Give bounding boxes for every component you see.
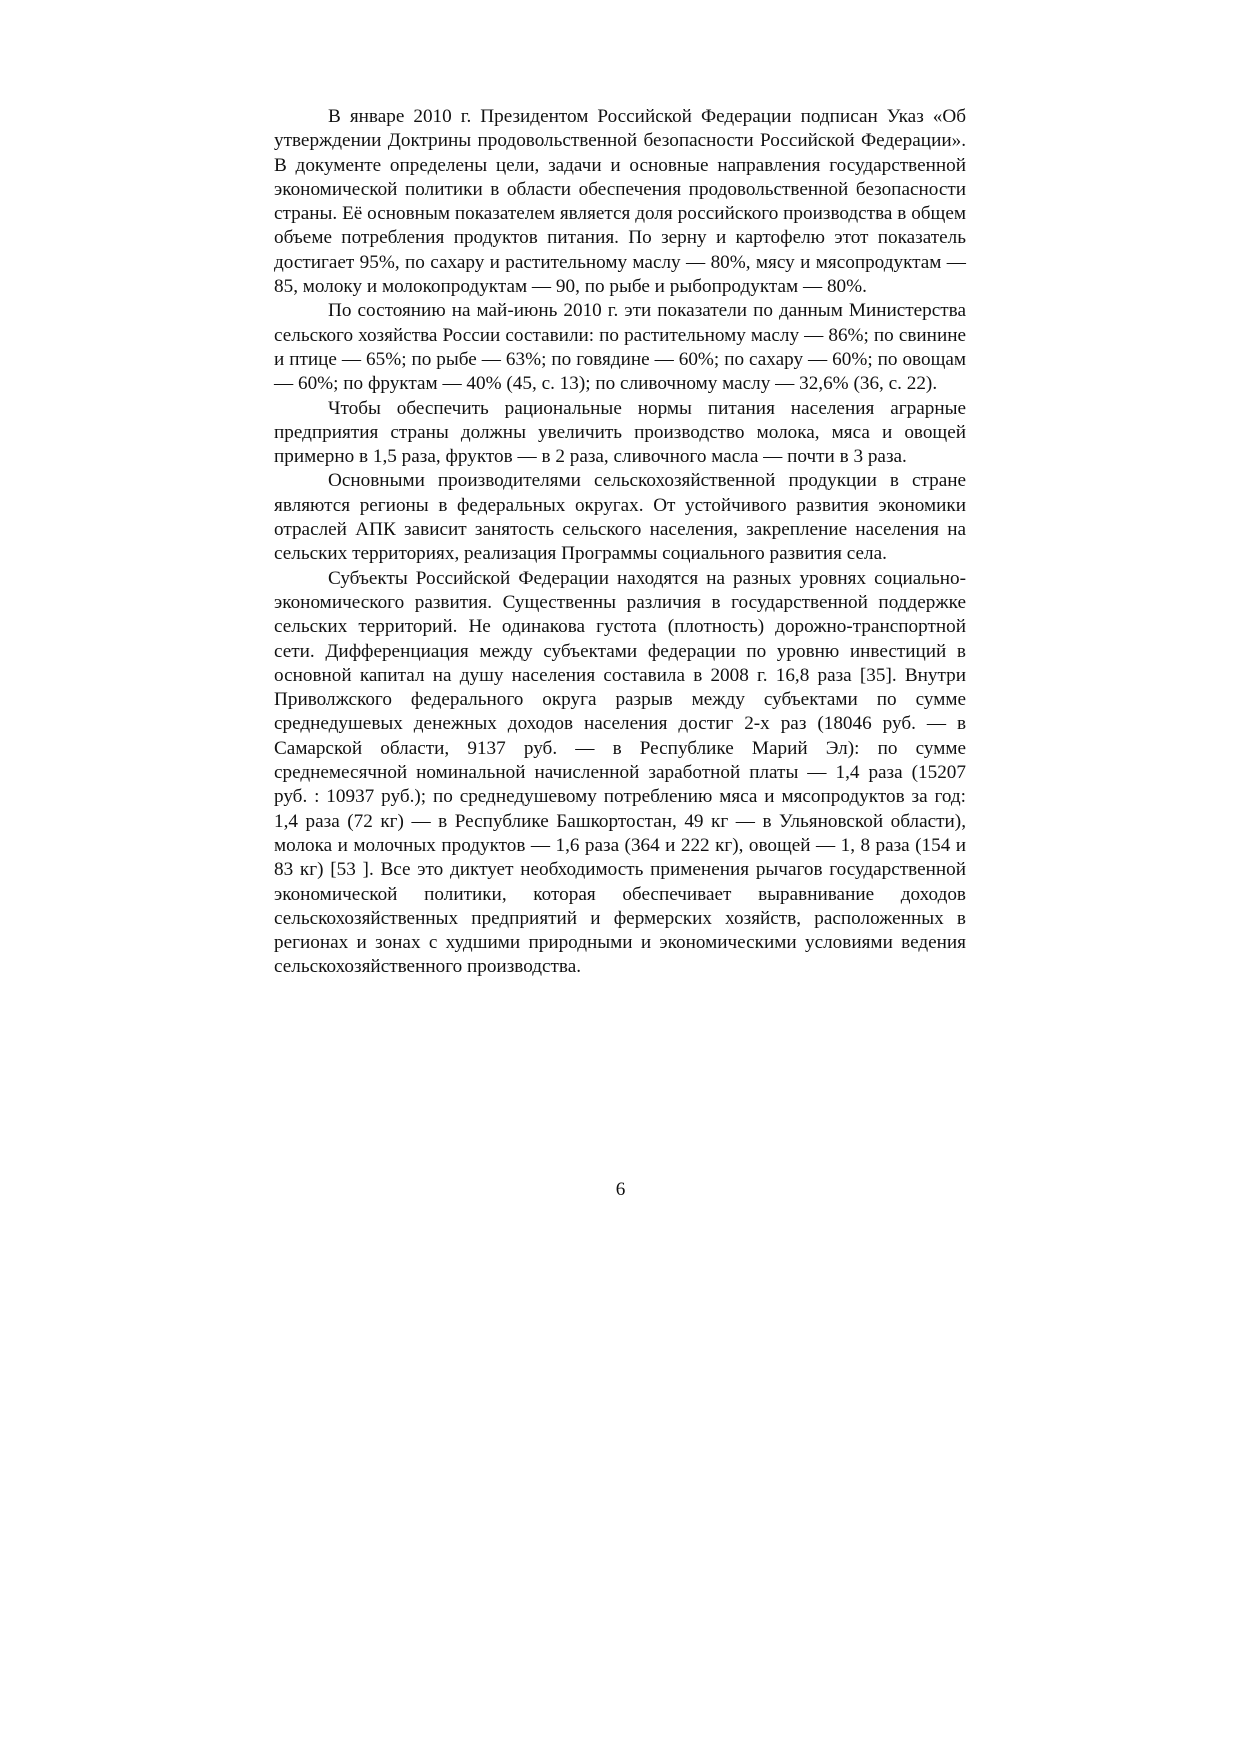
paragraph-nutrition-norms: Чтобы обеспечить рациональные нормы питания населения аграрные предприятия страны должны увеличить производство молока, мяса и овощей примерно в 1,5 раза, фруктов — в 2 раза, сливочного масла — почти в 3 раза.	[274, 397, 966, 468]
paragraph-food-security-doctrine: В январе 2010 г. Президентом Российской Федерации подписан Указ «Об утверждении Доктрины продовольственной безопасности Российской Федерации». В документе определены цели, задачи и основные направления государственной экономической политики в области обеспечения продовольственной безопасности страны. Её основным показателем является доля российского производства в общем объеме потребления продуктов питания. По зерну и картофелю этот показатель достигает 95%, по сахару и растительному маслу — 80%, мясу и мясопродуктам — 85, молоку и молокопродуктам — 90, по рыбе и рыбопродуктам — 80%.	[274, 106, 966, 298]
body-text	[274, 105, 966, 980]
paragraph-regional-differences: Субъекты Российской Федерации находятся на разных уровнях социально-экономического развития. Существенны различия в государственной поддержке сельских территорий. Не одинакова густота (плотность) дорожно-транспортной сети. Дифференциация между субъектами федерации по уровню инвестиций в основной капитал на душу населения составила в 2008 г. 16,8 раза [35]. Внутри Приволжского федерального округа разрыв между субъектами по сумме среднедушевых денежных доходов населения достиг 2-х раз (18046 руб. — в Самарской области, 9137 руб. — в Республике Марий Эл): по сумме среднемесячной номинальной начисленной заработной платы — 1,4 раза (15207 руб. : 10937 руб.); по среднедушевому потреблению мяса и мясопродуктов за год: 1,4 раза (72 кг) — в Республике Башкортостан, 49 кг — в Ульяновской области), молока и молочных продуктов — 1,6 раза (364 и 222 кг), овощей — 1, 8 раза (154 и 83 кг) [53 ]. Все это диктует необходимость применения рычагов государственной экономической политики, которая обеспечивает выравнивание доходов сельскохозяйственных предприятий и фермерских хозяйств, расположенных в регионах и зонах с худшими природными и экономическими условиями ведения сельскохозяйственного производства.	[274, 567, 966, 978]
page-number: 6	[615, 1179, 626, 1200]
paragraph-ministry-indicators: По состоянию на май-июнь 2010 г. эти показатели по данным Министерства сельского хозяйства России составили: по растительному маслу — 86%; по свинине и птице — 65%; по рыбе — 63%; по говядине — 60%; по сахару — 60%; по овощам — 60%; по фруктам — 40% (45, с. 13); по сливочному маслу — 32,6% (36, с. 22).	[274, 300, 966, 395]
paragraph-main-producers: Основными производителями сельскохозяйственной продукции в стране являются регионы в федеральных округах. От устойчивого развития экономики отраслей АПК зависит занятость сельского населения, закрепление населения на сельских территориях, реализация Программы социального развития села.	[274, 470, 966, 565]
